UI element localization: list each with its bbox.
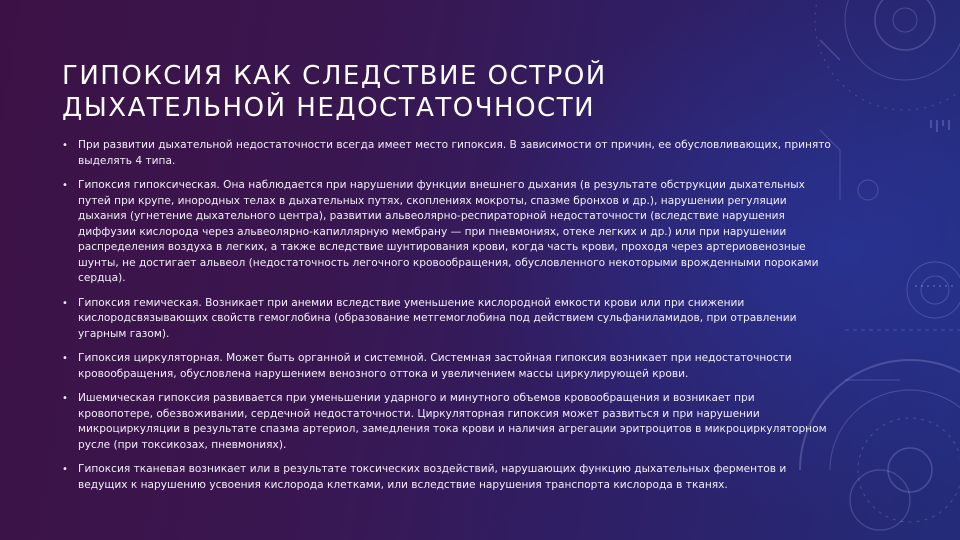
bullet-marker: • — [62, 297, 68, 309]
list-item — [62, 178, 832, 287]
list-item — [62, 351, 832, 382]
bullet-marker: • — [62, 140, 68, 151]
bullet-marker: • — [62, 180, 68, 191]
bullet-marker: • — [62, 393, 68, 404]
bullet-text: Гипоксия гемическая. Возникает при анемии вследствие уменьшение кислородной емкости крови или при снижении кислородсвязывающих свойств гемоглобина (образование метгемоглобина под действием сульфаниламидов, при отравлении угарным газом). — [78, 296, 797, 340]
bullet-list — [62, 138, 832, 502]
bullet-text: Гипоксия циркуляторная. Может быть органной и системной. Системная застойная гипоксия возникает при недостаточности кровообращения, обусловлена нарушением венозного оттока и увеличением массы циркулирующей крови. — [78, 352, 792, 380]
list-item — [62, 296, 832, 343]
bullet-text: Гипоксия гипоксическая. Она наблюдается при нарушении функции внешнего дыхания (в результате обструкции дыхательных путей при крупе, инородных телах в дыхательных путях, скоплениях мокроты, спазме бронхов и др.), нарушении регуляции дыхания (угнетение дыхательного центра), развитии альвеолярно-респираторной недостаточности (вследствие нарушения диффузии кислорода через альвеолярно-капиллярную мембрану — при пневмониях, отеке легких и др.) или при нарушении распределения воздуха в легких, а также вследствие шунтирования крови, когда часть крови, проходя через артериовенозные шунты, не достигает альвеол (недостаточность легочного кровообращения, обусловленного некоторыми врожденными пороками сердца). — [78, 179, 819, 284]
list-item — [62, 138, 832, 169]
list-item — [62, 462, 832, 493]
bullet-marker: • — [62, 464, 68, 475]
bullet-text: Гипоксия тканевая возникает или в результате токсических воздействий, нарушающих функцию дыхательных ферментов и ведущих к нарушению усвоения кислорода клетками, или вследствие нарушения транспорта кислорода в тканях. — [78, 463, 787, 491]
slide-title: ГИПОКСИЯ КАК СЛЕДСТВИЕ ОСТРОЙ ДЫХАТЕЛЬНОЙ НЕДОСТАТОЧНОСТИ — [62, 61, 607, 123]
list-item — [62, 391, 832, 453]
bullet-text: Ишемическая гипоксия развивается при уменьшении ударного и минутного объемов кровообращения и возникает при кровопотере, обезвоживании, сердечной недостаточности. Циркуляторная гипоксия может развиться и при нарушении микроциркуляции в результате спазма артериол, замедления тока крови и наличия агрегации эритроцитов в микроциркуляторном русле (при токсикозах, пневмониях). — [78, 392, 827, 451]
bullet-text: При развитии дыхательной недостаточности всегда имеет место гипоксия. В зависимости от причин, ее обусловливающих, принято выделять 4 типа. — [78, 139, 831, 167]
bullet-marker: • — [62, 353, 68, 364]
